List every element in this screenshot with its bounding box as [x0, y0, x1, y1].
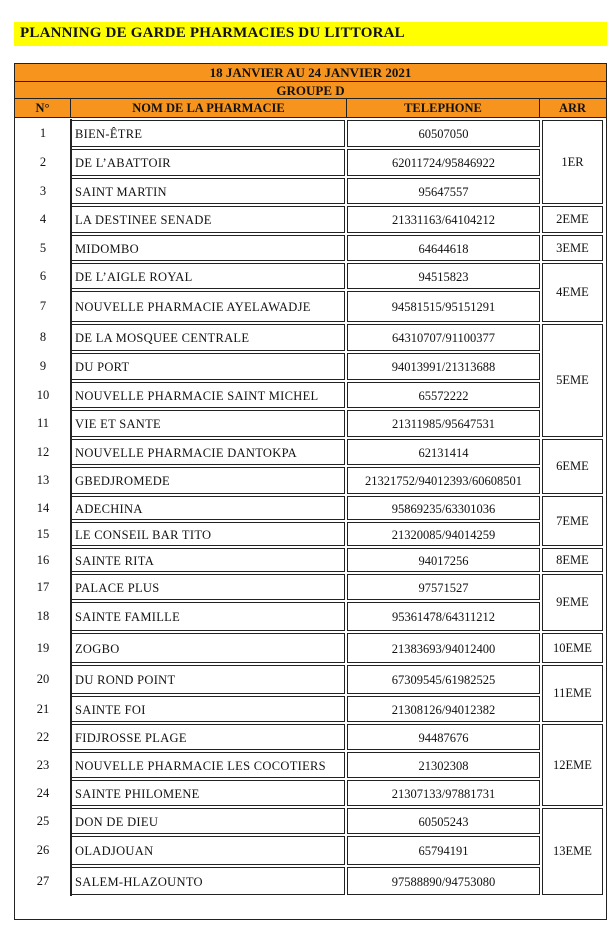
pharmacy-phone: 21383693/94012400	[347, 633, 540, 663]
arrondissement-cell	[542, 724, 603, 806]
arrondissement-label: 10EME	[553, 640, 592, 655]
row-number: 9	[39, 359, 47, 373]
row-number: 21	[36, 702, 50, 716]
arrondissement-label: 8EME	[556, 552, 589, 567]
header-name: NOM DE LA PHARMACIE	[71, 99, 347, 117]
planning-table	[14, 63, 607, 920]
arrondissement-cell	[542, 120, 603, 204]
pharmacy-phone: 64644618	[347, 235, 540, 261]
arrondissement-label: 13EME	[553, 844, 592, 858]
pharmacy-phone: 95869235/63301036	[347, 496, 540, 520]
pharmacy-name: DE L’ABATTOIR	[71, 149, 345, 176]
pharmacy-phone: 95647557	[347, 178, 540, 204]
pharmacy-name: SAINT MARTIN	[71, 178, 345, 204]
pharmacy-name: NOUVELLE PHARMACIE SAINT MICHEL	[71, 382, 345, 408]
row-number: 6	[39, 269, 47, 283]
period-band: 18 JANVIER AU 24 JANVIER 2021	[15, 64, 606, 82]
arrondissement-cell	[542, 324, 603, 437]
arrondissement-label: 9EME	[556, 595, 589, 609]
arrondissement-cell	[542, 496, 603, 546]
pharmacy-name: GBEDJROMEDE	[71, 467, 345, 494]
row-number: 3	[39, 184, 47, 198]
header-tel: TELEPHONE	[347, 99, 540, 117]
row-number: 1	[39, 126, 47, 140]
pharmacy-name: BIEN-ÊTRE	[71, 120, 345, 147]
pharmacy-phone: 62011724/95846922	[347, 149, 540, 176]
row-number: 10	[36, 388, 50, 402]
arrondissement-label: 7EME	[556, 513, 589, 528]
pharmacy-name: MIDOMBO	[71, 235, 345, 261]
row-number: 5	[39, 241, 47, 255]
arrondissement-label: 2EME	[556, 212, 589, 226]
pharmacy-name: DU PORT	[71, 353, 345, 380]
row-number: 25	[36, 814, 50, 828]
pharmacy-name: ZOGBO	[71, 633, 345, 663]
row-number: 27	[36, 874, 50, 888]
row-number: 13	[36, 473, 50, 487]
pharmacy-phone: 67309545/61982525	[347, 665, 540, 694]
pharmacy-phone: 62131414	[347, 439, 540, 465]
row-number: 23	[36, 758, 50, 772]
pharmacy-phone: 95361478/64311212	[347, 602, 540, 631]
row-number: 4	[39, 212, 47, 226]
pharmacy-name: DON DE DIEU	[71, 808, 345, 834]
pharmacy-name: DE LA MOSQUEE CENTRALE	[71, 324, 345, 351]
arrondissement-cell	[542, 439, 603, 494]
row-number: 16	[36, 553, 50, 567]
arrondissement-cell	[542, 665, 603, 722]
pharmacy-phone: 64310707/91100377	[347, 324, 540, 351]
pharmacy-name: NOUVELLE PHARMACIE AYELAWADJE	[71, 291, 345, 322]
arrondissement-cell	[542, 263, 603, 322]
pharmacy-phone: 97588890/94753080	[347, 867, 540, 895]
pharmacy-phone: 65794191	[347, 836, 540, 865]
row-number: 2	[39, 155, 47, 169]
pharmacy-name: SALEM-HLAZOUNTO	[71, 867, 345, 895]
pharmacy-phone: 21331163/64104212	[347, 206, 540, 233]
pharmacy-name: DE L’AIGLE ROYAL	[71, 263, 345, 289]
pharmacy-phone: 21308126/94012382	[347, 696, 540, 722]
row-number: 8	[39, 330, 47, 344]
pharmacy-phone: 60507050	[347, 120, 540, 147]
pharmacy-name: SAINTE PHILOMENE	[71, 780, 345, 806]
header-num: N°	[15, 99, 71, 117]
arrondissement-label: 12EME	[553, 757, 592, 772]
arrondissement-cell	[542, 235, 603, 261]
row-number: 7	[39, 299, 47, 313]
pharmacy-phone: 94013991/21313688	[347, 353, 540, 380]
pharmacy-name: OLADJOUAN	[71, 836, 345, 865]
pharmacy-phone: 94017256	[347, 548, 540, 572]
pharmacy-name: LE CONSEIL BAR TITO	[71, 522, 345, 546]
arrondissement-label: 5EME	[556, 373, 589, 387]
pharmacy-phone: 21302308	[347, 752, 540, 778]
arrondissement-label: 1ER	[561, 154, 584, 169]
row-number: 24	[36, 786, 50, 800]
pharmacy-phone: 65572222	[347, 382, 540, 408]
row-number: 26	[36, 843, 50, 857]
arrondissement-label: 3EME	[556, 240, 589, 255]
pharmacy-phone: 94515823	[347, 263, 540, 289]
pharmacy-name: PALACE PLUS	[71, 574, 345, 600]
title-bar	[14, 22, 607, 46]
pharmacy-phone: 94581515/95151291	[347, 291, 540, 322]
row-number: 17	[36, 580, 50, 594]
table-header	[15, 99, 606, 118]
arrondissement-cell	[542, 206, 603, 233]
row-number: 18	[36, 609, 50, 623]
arrondissement-label: 4EME	[556, 285, 589, 299]
pharmacy-name: NOUVELLE PHARMACIE DANTOKPA	[71, 439, 345, 465]
pharmacy-name: DU ROND POINT	[71, 665, 345, 694]
pharmacy-name: SAINTE RITA	[71, 548, 345, 572]
pharmacy-phone: 21311985/95647531	[347, 410, 540, 437]
arrondissement-cell	[542, 633, 603, 663]
group-band: GROUPE D	[15, 82, 606, 99]
pharmacy-name: VIE ET SANTE	[71, 410, 345, 437]
header-arr: ARR	[558, 101, 587, 115]
pharmacy-phone: 97571527	[347, 574, 540, 600]
row-number: 14	[36, 501, 50, 515]
column-divider	[70, 119, 72, 896]
row-number: 20	[36, 672, 50, 686]
pharmacy-name: ADECHINA	[71, 496, 345, 520]
pharmacy-phone: 21307133/97881731	[347, 780, 540, 806]
arrondissement-cell	[542, 548, 603, 572]
row-number: 22	[36, 730, 50, 744]
pharmacy-phone: 21320085/94014259	[347, 522, 540, 546]
row-number: 19	[36, 641, 50, 655]
arrondissement-cell	[542, 808, 603, 895]
pharmacy-name: FIDJROSSE PLAGE	[71, 724, 345, 750]
arrondissement-cell	[542, 574, 603, 631]
pharmacy-name: SAINTE FAMILLE	[71, 602, 345, 631]
pharmacy-phone: 60505243	[347, 808, 540, 834]
pharmacy-name: SAINTE FOI	[71, 696, 345, 722]
arrondissement-label: 6EME	[556, 459, 589, 473]
pharmacy-name: LA DESTINEE SENADE	[71, 206, 345, 233]
page-title: PLANNING DE GARDE PHARMACIES DU LITTORAL	[20, 25, 405, 41]
row-number: 12	[36, 445, 50, 459]
row-number: 15	[36, 527, 50, 541]
pharmacy-phone: 94487676	[347, 724, 540, 750]
arrondissement-label: 11EME	[553, 686, 592, 700]
pharmacy-phone: 21321752/94012393/60608501	[347, 467, 540, 494]
pharmacy-name: NOUVELLE PHARMACIE LES COCOTIERS	[71, 752, 345, 778]
row-number: 11	[36, 416, 50, 430]
